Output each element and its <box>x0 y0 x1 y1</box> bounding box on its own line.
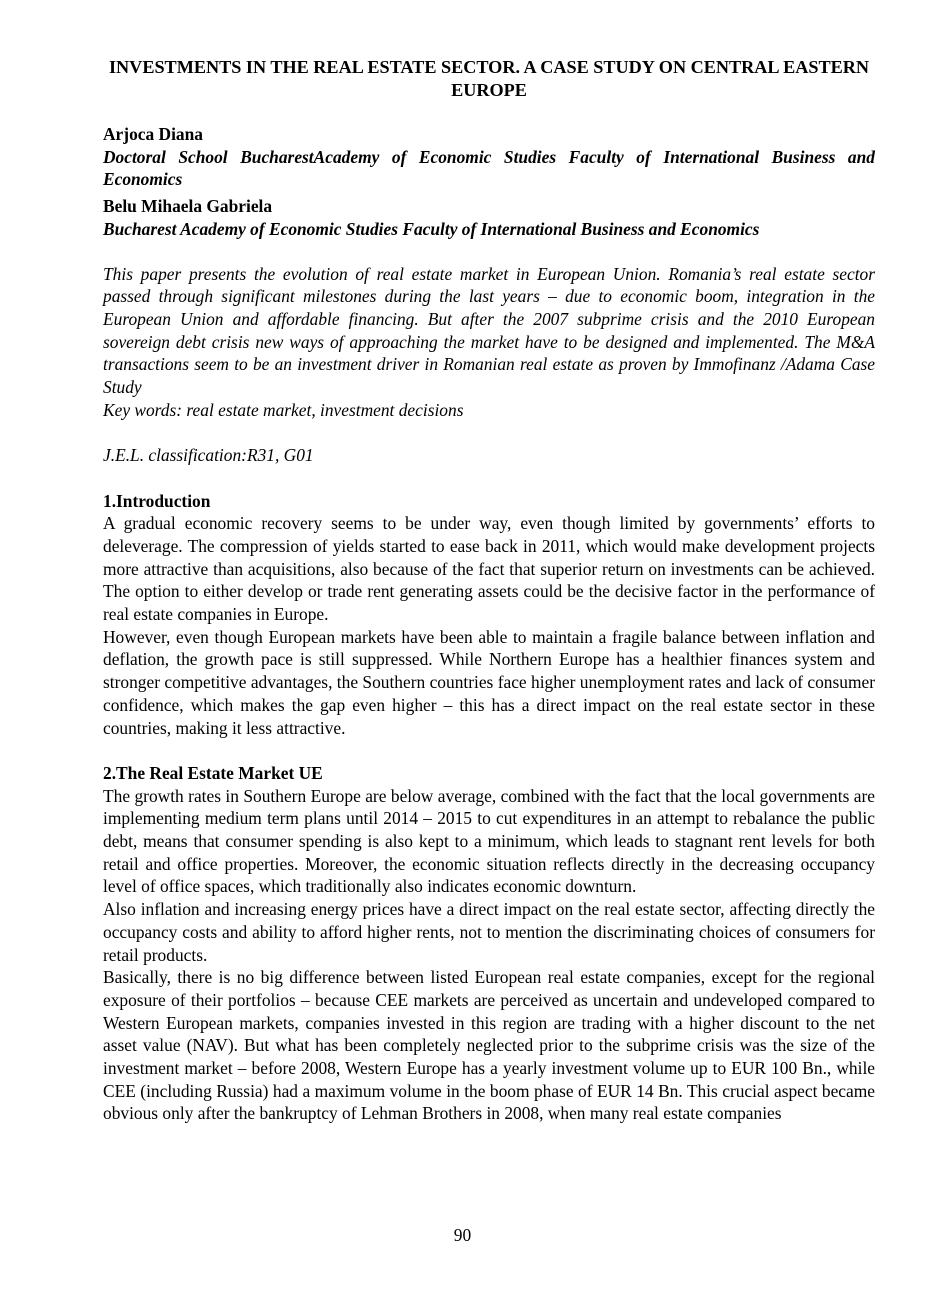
author-affiliation: Bucharest Academy of Economic Studies Faculty of International Business and Economics <box>103 218 760 239</box>
author-name: Arjoca Diana <box>103 124 203 144</box>
paper-page <box>103 56 875 1148</box>
author-affiliation: Doctoral School BucharestAcademy of Economic Studies Faculty of International Business and Economics <box>103 146 875 190</box>
page-number: 90 <box>453 1225 472 1245</box>
section-heading: 2.The Real Estate Market UE <box>103 762 323 783</box>
section-introduction <box>103 490 875 740</box>
paper-title: INVESTMENTS IN THE REAL ESTATE SECTOR. A CASE STUDY ON CENTRAL EASTERN EUROPE <box>108 57 870 100</box>
paragraph: The growth rates in Southern Europe are below average, combined with the fact that the local governments are implementing medium term plans until 2014 – 2015 to cut expenditures in an attempt to rebalance the public debt, means that consumer spending is also kept to a minimum, which leads to stagnant rent levels for both retail and office properties. Moreover, the economic situation reflects directly in the decreasing occupancy level of office spaces, which traditionally also indicates economic downturn. <box>103 785 875 897</box>
jel-classification: J.E.L. classification:R31, G01 <box>103 445 314 466</box>
author-name: Belu Mihaela Gabriela <box>103 196 273 217</box>
section-heading: 1.Introduction <box>103 490 211 511</box>
paragraph: A gradual economic recovery seems to be under way, even though limited by governments’ efforts to deleverage. The compression of yields started to ease back in 2011, which would make development projects more attractive than acquisitions, also because of the fact that superior return on investments can be achieved. The option to either develop or trade rent generating assets could be the decisive factor in the performance of real estate companies in Europe. <box>103 513 875 625</box>
section-real-estate-market <box>103 762 875 1125</box>
paragraph: However, even though European markets have been able to maintain a fragile balance between inflation and deflation, the growth pace is still suppressed. While Northern Europe has a healthier finances system and stronger competitive advantages, the Southern countries face higher unemployment rates and lack of consumer confidence, which makes the gap even higher – this has a direct impact on the real estate sector in these countries, making it less attractive. <box>103 626 875 738</box>
paragraph: Also inflation and increasing energy prices have a direct impact on the real estate sector, affecting directly the occupancy costs and ability to afford higher rents, not to mention the discriminating choices of consumers for retail products. <box>103 899 875 965</box>
abstract: This paper presents the evolution of real estate market in European Union. Romania’s real estate sector passed through significant milestones during the last years – due to economic boom, integration in the European Union and affordable financing. But after the 2007 subprime crisis and the 2010 European sovereign debt crisis new ways of approaching the market have to be designed and implemented. The M&A transactions seem to be an investment driver in Romanian real estate as proven by Immofinanz /Adama Case Study <box>103 263 875 398</box>
paragraph: Basically, there is no big difference between listed European real estate companies, except for the regional exposure of their portfolios – because CEE markets are perceived as uncertain and undeveloped compared to Western European markets, companies invested in this region are trading with a higher discount to the net asset value (NAV). But what has been completely neglected prior to the subprime crisis was the size of the investment market – before 2008, Western Europe has a yearly investment volume up to EUR 100 Bn., while CEE (including Russia) had a maximum volume in the boom phase of EUR 14 Bn. This crucial aspect became obvious only after the bankruptcy of Lehman Brothers in 2008, when many real estate companies <box>103 967 875 1124</box>
keywords: Key words: real estate market, investment decisions <box>103 399 464 420</box>
